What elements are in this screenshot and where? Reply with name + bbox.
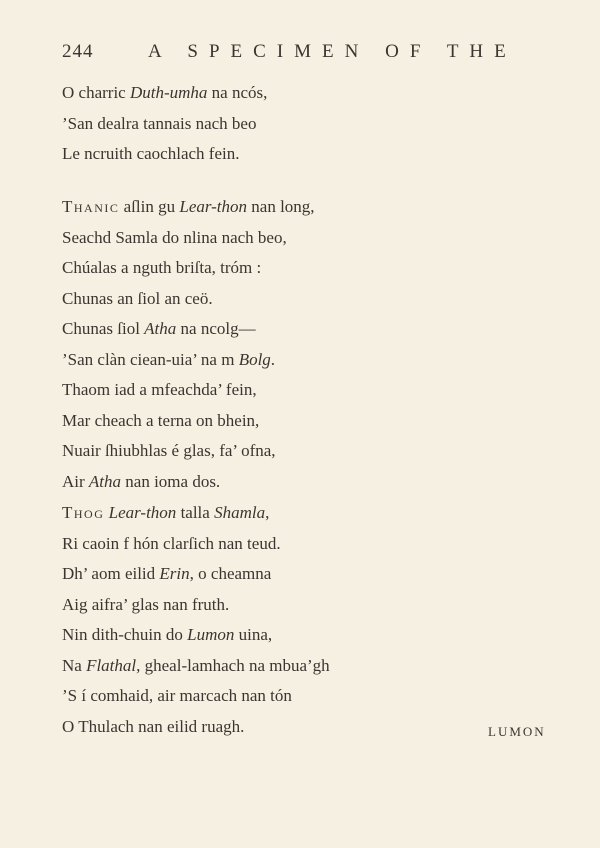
- verse-line: [62, 192, 382, 223]
- verse-line: [62, 223, 382, 254]
- page-number: 244: [62, 41, 94, 62]
- verse-text: aſlin gu: [119, 197, 180, 216]
- verse-line: [62, 436, 382, 467]
- verse-text: Air: [62, 471, 89, 491]
- stanza-3: [62, 498, 382, 742]
- verse-line: [62, 314, 382, 345]
- proper-name: Lumon: [187, 625, 235, 644]
- verse-line: [62, 651, 382, 682]
- proper-name: Erin: [159, 564, 190, 583]
- verse-line: [62, 345, 382, 376]
- verse-line: [62, 681, 382, 712]
- verse-text: Na: [62, 655, 87, 675]
- verse-text: ,: [265, 503, 270, 522]
- verse-text: nan long,: [247, 197, 315, 216]
- verse-text: Dh’ aom eilid: [62, 564, 160, 583]
- verse-text: ’San dealra tannais nach beo: [62, 113, 257, 133]
- verse-text: Chunas an ſiol an ceö.: [62, 288, 213, 308]
- verse-line: [62, 620, 382, 651]
- verse-line: [62, 529, 382, 560]
- verse-line: [62, 284, 382, 315]
- verse-text: Chúalas a nguth briſta, tróm :: [62, 258, 262, 277]
- proper-name: Lear-thon: [108, 503, 177, 522]
- proper-name: Shamla: [214, 503, 266, 522]
- verse-text: ’S í comhaid, air marcach nan tón: [62, 686, 292, 705]
- verse-line: [62, 406, 382, 437]
- proper-name: Atha: [144, 319, 177, 338]
- verse-line: [62, 467, 382, 498]
- proper-name: Atha: [88, 471, 122, 491]
- proper-name: Lear-thon: [179, 197, 248, 216]
- verse-text: Thaom iad a mfeachda’ fein,: [62, 380, 257, 399]
- proper-name: Duth-umha: [129, 83, 208, 102]
- verse-line: [62, 78, 382, 109]
- verse-line: [62, 590, 382, 621]
- verse-line: [62, 253, 382, 284]
- verse-line: [62, 712, 382, 743]
- verse-line: [62, 109, 382, 140]
- verse-text: Le ncruith caochlach fein.: [62, 144, 240, 163]
- verse-text: nan ioma dos.: [121, 471, 221, 491]
- catchword: LUMON: [488, 724, 546, 739]
- verse-line: [62, 139, 382, 170]
- stanza-1: [62, 78, 382, 170]
- verse-text: Ri caoin f hón clarſich nan teud.: [62, 533, 281, 553]
- verse-line: [62, 498, 382, 529]
- verse-text: uina,: [234, 625, 273, 644]
- verse-text: Seachd Samla do nlina nach beo,: [62, 227, 287, 247]
- verse-text: , gheal-lamhach na mbua’gh: [136, 655, 330, 675]
- stanza-lead-word: Thanic: [62, 197, 120, 216]
- verse-text: ’San clàn ciean-uia’ na m: [62, 349, 239, 369]
- verse-line: [62, 375, 382, 406]
- verse-text: O charric: [62, 83, 130, 102]
- verse-line: [62, 559, 382, 590]
- verse-text: talla: [176, 503, 215, 522]
- verse-text: Aig aifra’ glas nan fruth.: [62, 594, 230, 614]
- running-head: [62, 40, 517, 64]
- verse-text: na ncolg—: [176, 319, 256, 338]
- verse-text: Chunas ſiol: [62, 319, 145, 338]
- running-title: A SPECIMEN OF THE: [148, 41, 517, 62]
- proper-name: Flathal: [86, 655, 137, 675]
- verse-text: Nuair ſhiubhlas é glas, fa’ ofna,: [62, 441, 276, 460]
- verse-text: O Thulach nan eilid ruagh.: [62, 716, 245, 736]
- stanza-2: [62, 192, 382, 497]
- stanza-lead-word: Thog: [62, 503, 105, 522]
- verse-text: , o cheamna: [189, 564, 272, 583]
- verse-text: Mar cheach a terna on bhein,: [62, 410, 260, 430]
- verse-text: .: [270, 349, 276, 369]
- proper-name: Bolg: [238, 349, 271, 369]
- verse-text: na ncós,: [207, 83, 268, 102]
- verse-text: Nin dith-chuin do: [62, 625, 188, 644]
